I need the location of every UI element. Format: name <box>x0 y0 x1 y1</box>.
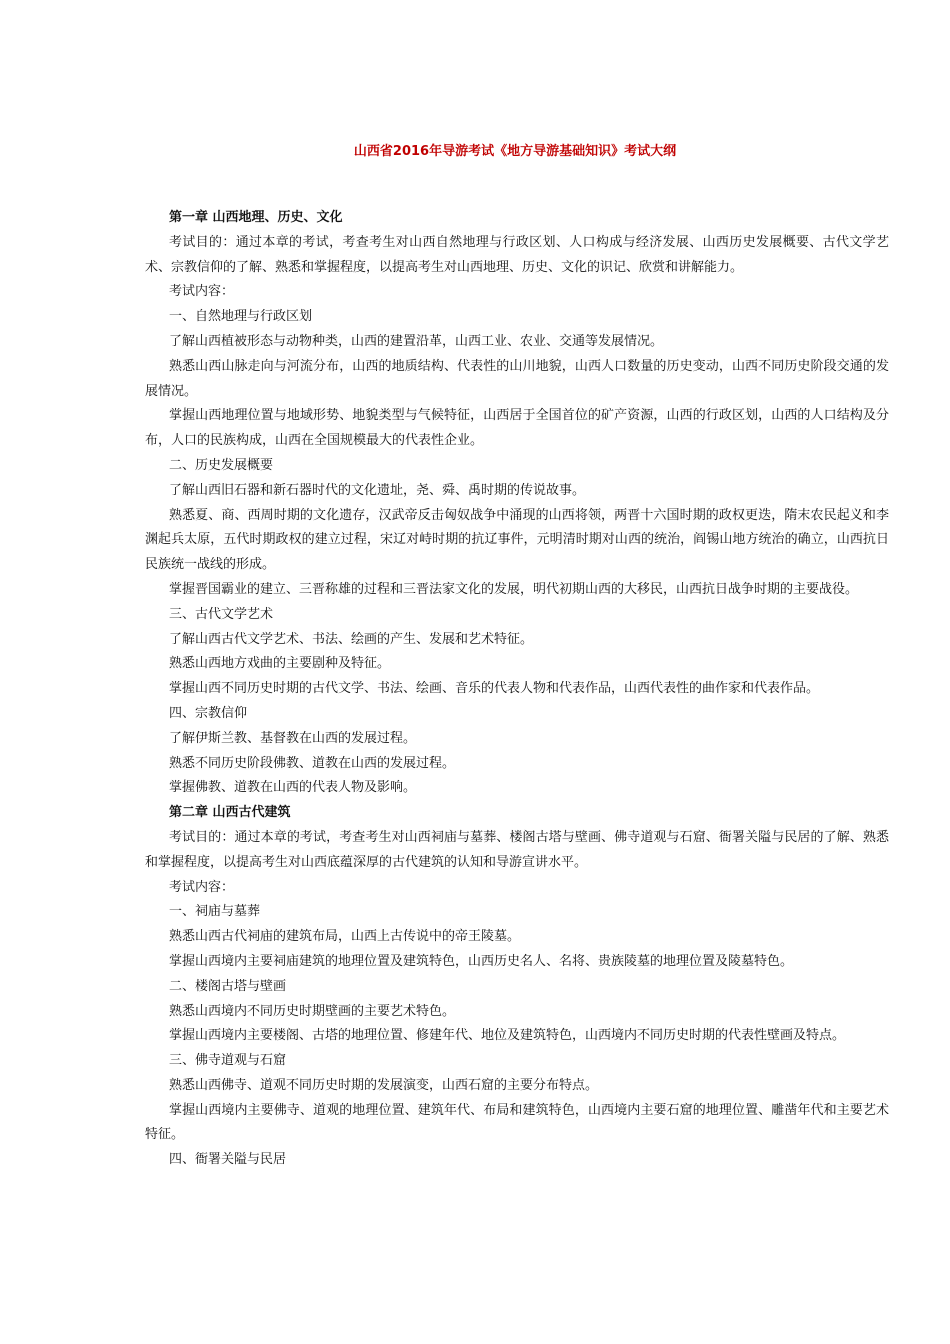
paragraph: 考试目的：通过本章的考试，考查考生对山西自然地理与行政区划、人口构成与经济发展、山西历史发展概要、古代文学艺术、宗教信仰的了解、熟悉和掌握程度，以提高考生对山西地理、历史、文化的识记、欣赏和讲解能力。 <box>145 234 889 275</box>
paragraph: 四、宗教信仰 <box>169 705 248 721</box>
chapter-heading: 第一章 山西地理、历史、文化 <box>169 210 343 225</box>
paragraph: 熟悉山西佛寺、道观不同历史时期的发展演变，山西石窟的主要分布特点。 <box>169 1077 599 1093</box>
paragraph: 熟悉山西山脉走向与河流分布，山西的地质结构、代表性的山川地貌，山西人口数量的历史变动，山西不同历史阶段交通的发展情况。 <box>145 358 889 399</box>
paragraph: 掌握山西境内主要祠庙建筑的地理位置及建筑特色，山西历史名人、名将、贵族陵墓的地理位置及陵墓特色。 <box>169 953 794 969</box>
paragraph: 三、古代文学艺术 <box>169 606 274 622</box>
paragraph: 四、衙署关隘与民居 <box>169 1152 287 1168</box>
paragraph: 掌握山西境内主要佛寺、道观的地理位置、建筑年代、布局和建筑特色，山西境内主要石窟的地理位置、雕凿年代和主要艺术特征。 <box>145 1102 889 1143</box>
paragraph: 考试目的：通过本章的考试，考查考生对山西祠庙与墓葬、楼阁古塔与壁画、佛寺道观与石窟、衙署关隘与民居的了解、熟悉和掌握程度，以提高考生对山西底蕴深厚的古代建筑的认知和导游宣讲水平。 <box>145 829 889 870</box>
paragraph: 了解伊斯兰教、基督教在山西的发展过程。 <box>169 730 417 746</box>
document-title: 山西省2016年导游考试《地方导游基础知识》考试大纲 <box>353 144 677 159</box>
paragraph: 掌握山西境内主要楼阁、古塔的地理位置、修建年代、地位及建筑特色，山西境内不同历史时期的代表性壁画及特点。 <box>169 1028 846 1044</box>
paragraph: 掌握晋国霸业的建立、三晋称雄的过程和三晋法家文化的发展，明代初期山西的大移民，山西抗日战争时期的主要战役。 <box>169 581 859 597</box>
paragraph: 考试内容： <box>169 284 235 300</box>
document-body <box>145 206 889 1173</box>
paragraph: 掌握山西不同历史时期的古代文学、书法、绘画、音乐的代表人物和代表作品，山西代表性的曲作家和代表作品。 <box>169 681 820 697</box>
paragraph: 熟悉山西古代祠庙的建筑布局，山西上古传说中的帝王陵墓。 <box>169 929 521 945</box>
paragraph: 了解山西古代文学艺术、书法、绘画的产生、发展和艺术特征。 <box>169 631 534 647</box>
paragraph: 了解山西植被形态与动物种类，山西的建置沿革，山西工业、农业、交通等发展情况。 <box>169 333 664 349</box>
paragraph: 掌握山西地理位置与地域形势、地貌类型与气候特征，山西居于全国首位的矿产资源，山西的行政区划，山西的人口结构及分布，人口的民族构成，山西在全国规模最大的代表性企业。 <box>145 408 889 449</box>
paragraph: 二、楼阁古塔与壁画 <box>169 978 287 994</box>
paragraph: 熟悉山西地方戏曲的主要剧种及特征。 <box>169 656 391 672</box>
paragraph: 了解山西旧石器和新石器时代的文化遗址，尧、舜、禹时期的传说故事。 <box>169 482 586 498</box>
paragraph: 熟悉山西境内不同历史时期壁画的主要艺术特色。 <box>169 1003 456 1019</box>
paragraph: 熟悉不同历史阶段佛教、道教在山西的发展过程。 <box>169 755 456 771</box>
paragraph: 一、祠庙与墓葬 <box>169 904 261 920</box>
paragraph: 一、自然地理与行政区划 <box>169 309 313 325</box>
paragraph: 二、历史发展概要 <box>169 457 274 473</box>
paragraph: 熟悉夏、商、西周时期的文化遗存，汉武帝反击匈奴战争中涌现的山西将领，两晋十六国时期的政权更迭，隋末农民起义和李渊起兵太原，五代时期政权的建立过程，宋辽对峙时期的抗辽事件，元明清时期对山西的统治，阎锡山地方统治的确立，山西抗日民族统一战线的形成。 <box>145 507 889 573</box>
chapter-heading: 第二章 山西古代建筑 <box>169 805 291 821</box>
paragraph: 三、佛寺道观与石窟 <box>169 1053 287 1069</box>
paragraph: 考试内容： <box>169 879 235 895</box>
paragraph: 掌握佛教、道教在山西的代表人物及影响。 <box>169 780 417 796</box>
